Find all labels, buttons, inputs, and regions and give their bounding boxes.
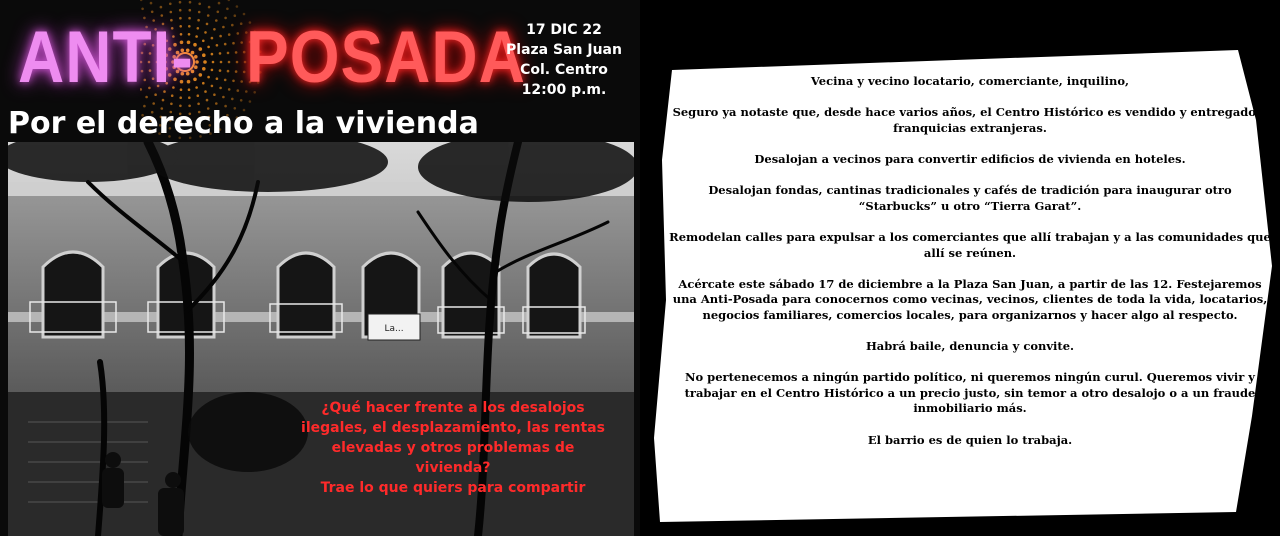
burst-dot — [240, 99, 243, 102]
burst-dot — [206, 99, 209, 102]
question-line: Trae lo que quiers para compartir — [320, 480, 586, 496]
burst-dot — [141, 8, 144, 11]
burst-dot — [169, 3, 172, 6]
burst-dot — [215, 102, 218, 105]
burst-dot — [211, 85, 214, 88]
burst-dot — [198, 3, 201, 6]
balcony-banner-text: La... — [384, 324, 404, 334]
event-place: Plaza San Juan — [506, 42, 622, 58]
burst-dot — [240, 22, 243, 25]
burst-dot — [232, 42, 235, 45]
burst-dot — [220, 61, 223, 64]
question-line: ¿Qué hacer frente a los desalojos — [321, 400, 585, 416]
letter-paragraph: No pertenecemos a ningún partido político, ni queremos ningún curul. Queremos vivir y trabajar en el Centro Histórico a un precio justo, sin temor a otro desalojo o a un fraude inmobiliario más. — [684, 370, 1256, 416]
burst-dot — [202, 53, 206, 57]
burst-dot — [224, 43, 227, 46]
burst-dot — [198, 11, 201, 14]
burst-dot — [227, 70, 230, 73]
burst-dot — [227, 52, 230, 55]
burst-dot — [150, 2, 153, 5]
burst-dot — [235, 70, 238, 73]
burst-dot — [195, 35, 198, 38]
burst-dot — [228, 88, 231, 91]
burst-dot — [240, 80, 243, 83]
burst-dot — [228, 0, 231, 1]
letter-paragraph: Desalojan a vecinos para convertir edificios de vivienda en hoteles. — [754, 151, 1186, 166]
burst-dot — [195, 86, 198, 89]
burst-dot — [195, 60, 199, 64]
burst-dot — [160, 6, 163, 9]
title-anti: ANTI- — [18, 15, 194, 98]
letter-paragraph: Vecina y vecino locatario, comerciante, inquilino, — [810, 74, 1130, 88]
burst-dot — [228, 33, 231, 36]
burst-dot — [213, 28, 216, 31]
burst-dot — [179, 9, 182, 12]
event-info — [500, 20, 628, 100]
burst-dot — [231, 24, 234, 27]
burst-dot — [194, 65, 198, 69]
burst-dot — [207, 14, 210, 17]
burst-dot — [197, 94, 200, 97]
burst-dot — [217, 11, 220, 14]
burst-dot — [208, 6, 211, 9]
burst-dot — [240, 41, 243, 44]
burst-dot — [249, 100, 252, 103]
burst-dot — [219, 87, 222, 90]
burst-dot — [219, 69, 222, 72]
question-line: vivienda? — [415, 460, 491, 476]
burst-dot — [212, 61, 215, 64]
burst-dot — [231, 98, 234, 101]
burst-dot — [222, 26, 225, 29]
letter-paragraph: Habrá baile, denuncia y convite. — [865, 339, 1075, 354]
burst-dot — [211, 53, 214, 56]
question-text — [278, 398, 628, 498]
burst-dot — [151, 11, 154, 14]
burst-dot — [197, 103, 200, 106]
burst-dot — [203, 60, 207, 64]
burst-dot — [170, 103, 173, 106]
burst-dot — [216, 44, 219, 47]
burst-dot — [236, 61, 239, 64]
burst-dot — [204, 90, 207, 93]
letter-paragraph: El barrio es de quien lo trabaja. — [867, 432, 1073, 447]
burst-dot — [211, 37, 214, 40]
burst-dot — [204, 31, 207, 34]
letter-paragraph: Remodelan calles para expulsar a los comerciantes que allí trabajan y a las comunidades que allí se reúnen. — [669, 229, 1271, 260]
burst-dot — [197, 19, 200, 22]
burst-dot — [170, 11, 173, 14]
burst-dot — [194, 55, 198, 59]
burst-dot — [202, 82, 205, 85]
burst-dot — [219, 35, 222, 38]
letter-paragraph: Seguro ya notaste que, desde hace varios años, el Centro Histórico es vendido y entregado a franquicias extranjeras. — [672, 105, 1268, 135]
letter-paragraph: Desalojan fondas, cantinas tradicionales y cafés de tradición para inaugurar otro “Starbucks” u otro “Tierra Garat”. — [708, 183, 1232, 213]
burst-dot — [189, 9, 192, 12]
burst-dot — [197, 27, 200, 30]
burst-dot — [243, 13, 246, 16]
burst-dot — [216, 77, 219, 80]
burst-dot — [207, 76, 210, 79]
burst-dot — [213, 93, 216, 96]
burst-dot — [218, 2, 221, 5]
title-posada: POSADA — [246, 15, 526, 98]
letter-panel — [640, 0, 1280, 536]
poster-subtitle: Por el derecho a la vivienda — [8, 106, 479, 141]
burst-dot — [162, 99, 165, 102]
burst-dot — [224, 79, 227, 82]
burst-dot — [140, 0, 143, 1]
burst-dot — [152, 102, 155, 105]
burst-dot — [232, 80, 235, 83]
burst-dot — [235, 51, 238, 54]
event-date: 17 DIC 22 — [526, 22, 602, 38]
burst-dot — [179, 1, 182, 4]
question-line: elevadas y otros problemas de — [331, 440, 575, 456]
burst-dot — [226, 8, 229, 11]
burst-dot — [219, 52, 222, 55]
burst-dot — [202, 67, 206, 71]
burst-dot — [199, 47, 203, 51]
burst-dot — [234, 14, 237, 17]
burst-dot — [199, 73, 203, 77]
burst-dot — [189, 1, 192, 4]
burst-dot — [211, 69, 214, 72]
burst-dot — [215, 19, 218, 22]
burst-dot — [222, 96, 225, 99]
burst-dot — [206, 23, 209, 26]
letter-body — [668, 74, 1272, 448]
burst-dot — [207, 46, 210, 49]
letter-paragraph: Acércate este sábado 17 de diciembre a la Plaza San Juan, a partir de las 12. Festejaremos una Anti-Posada para conocernos como vecinas, vecinos, clientes de toda la vida, locatarios, negocios familiares, comercios locales, para organizarnos y hacer algo al respecto. — [672, 276, 1268, 322]
burst-dot — [237, 89, 240, 92]
event-neighborhood: Col. Centro — [520, 62, 608, 78]
question-line: ilegales, el desplazamiento, las rentas — [301, 420, 605, 436]
burst-dot — [228, 61, 231, 64]
burst-dot — [202, 40, 205, 43]
event-time: 12:00 p.m. — [521, 82, 607, 98]
burst-dot — [237, 32, 240, 35]
burst-dot — [236, 5, 239, 8]
burst-dot — [224, 17, 227, 20]
